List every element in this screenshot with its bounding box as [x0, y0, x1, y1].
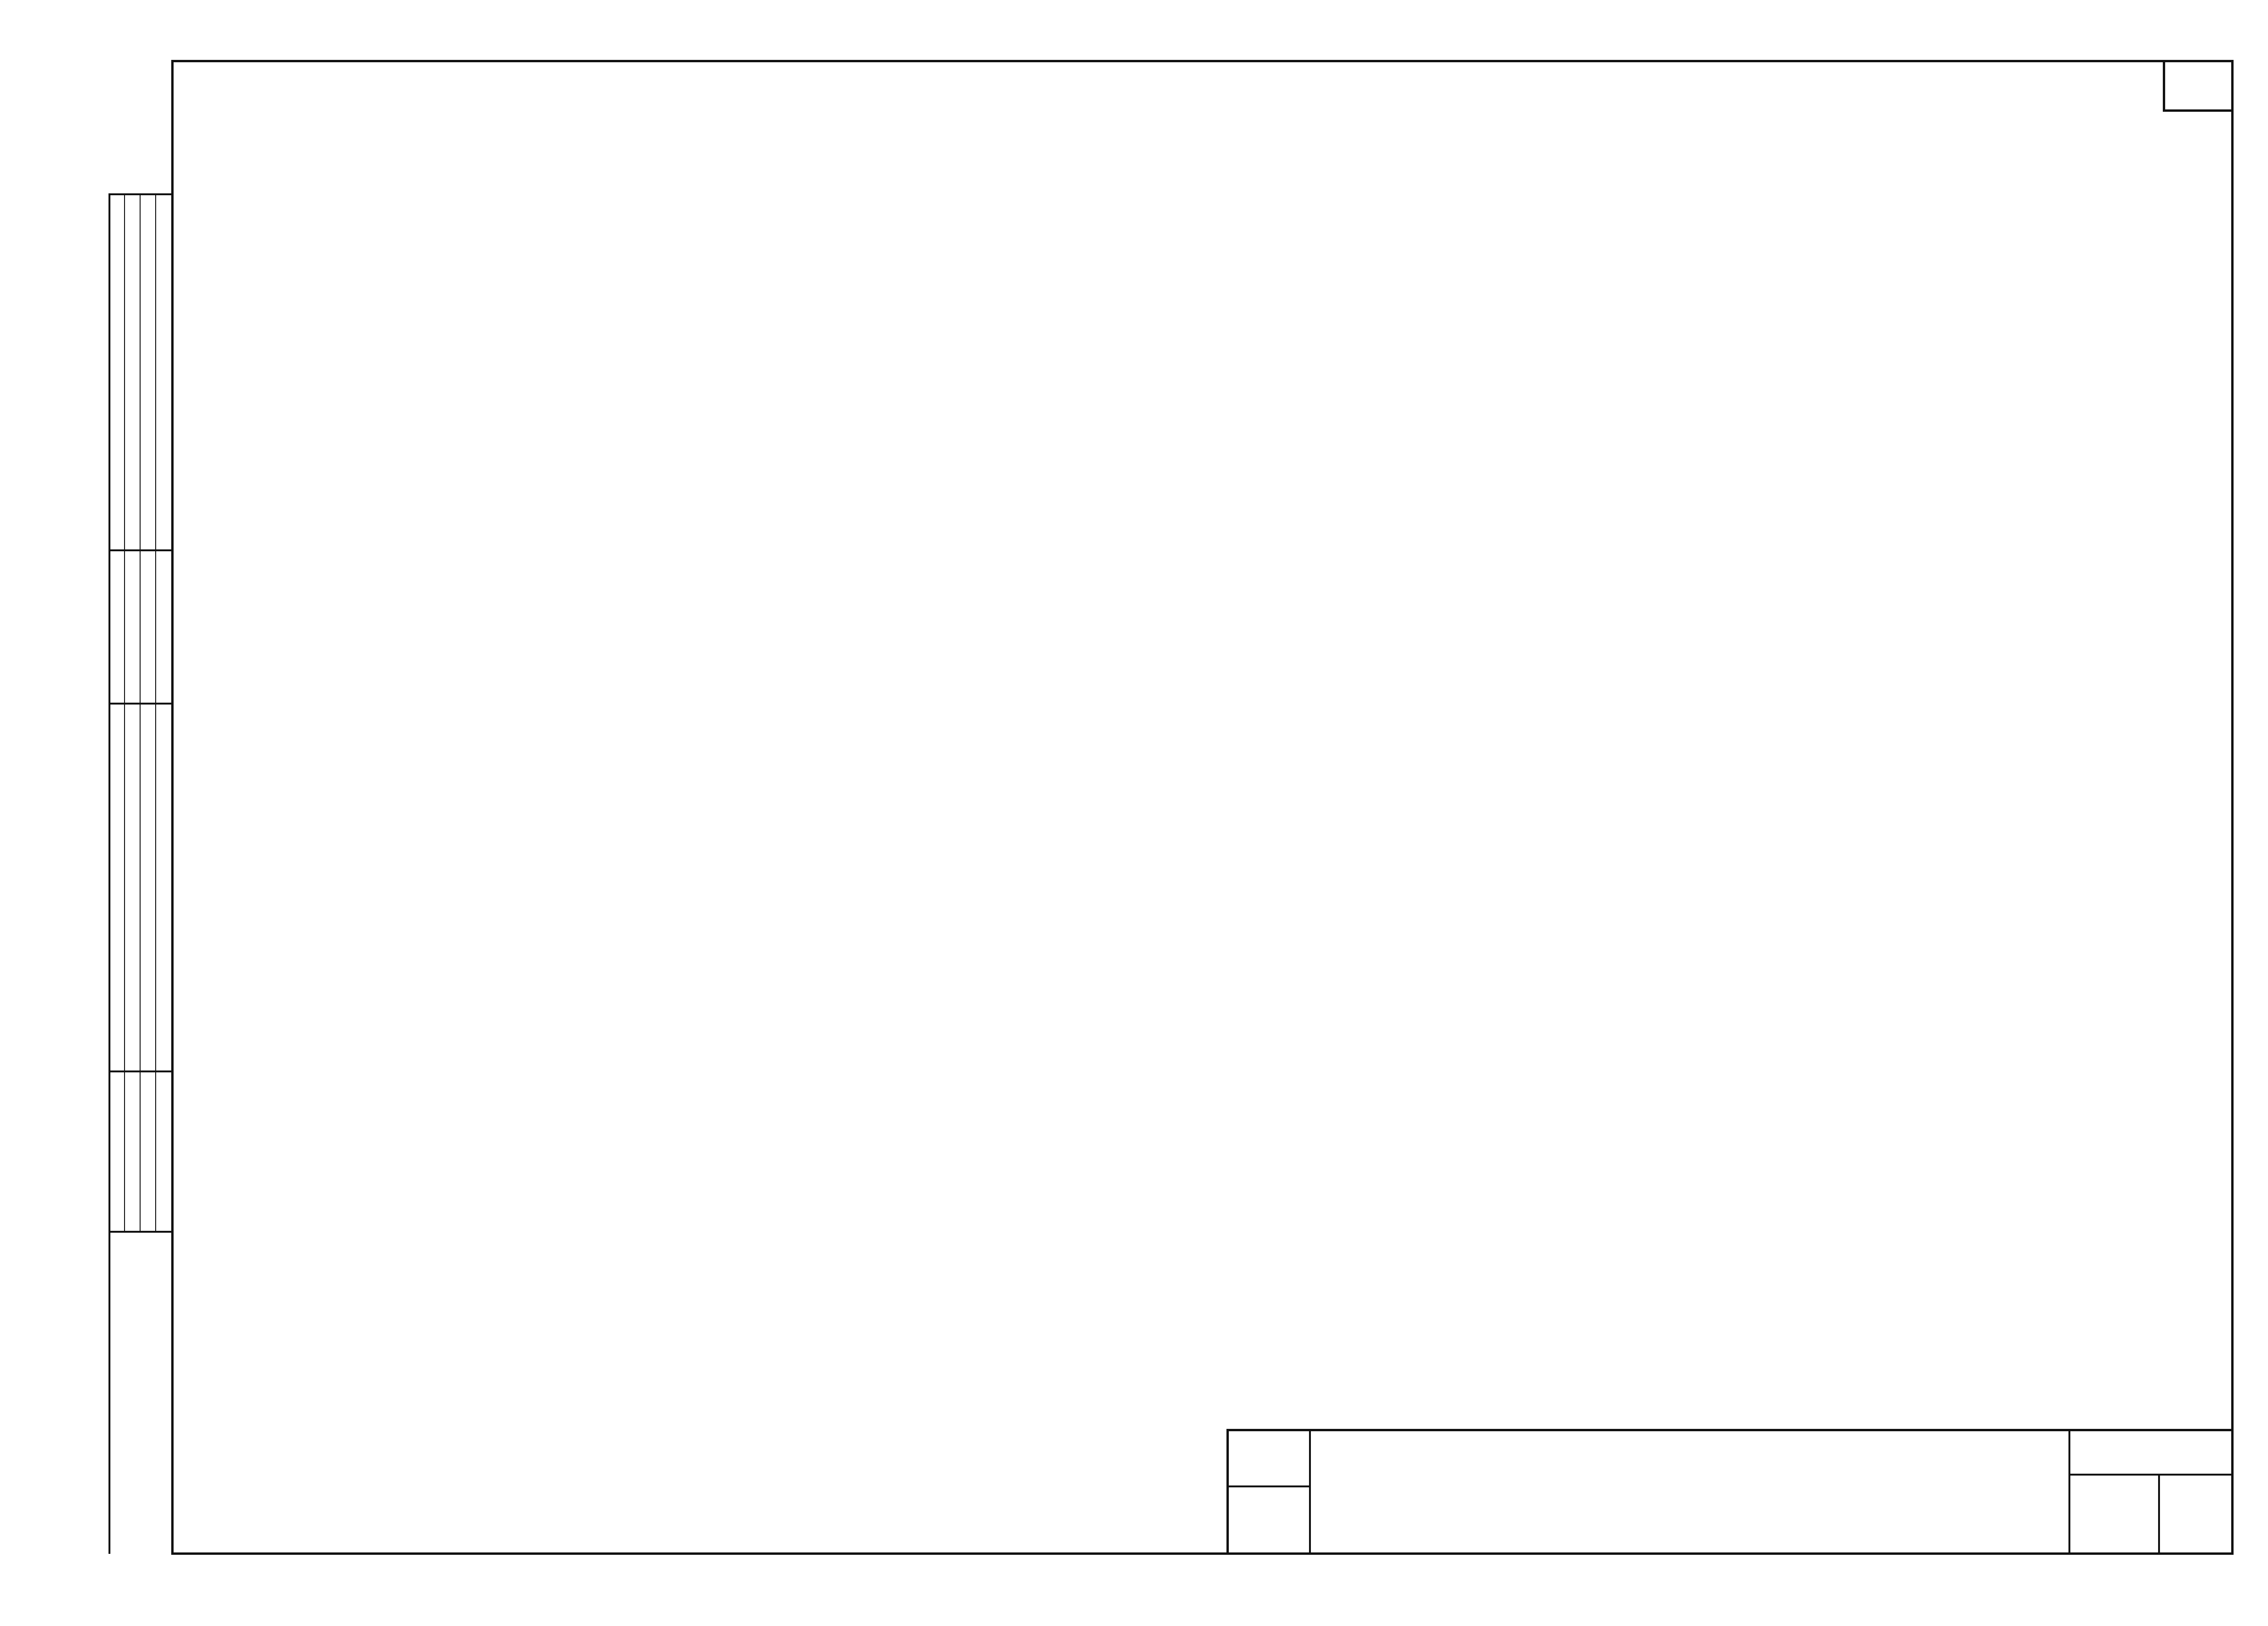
drawing-frame [171, 60, 2234, 1555]
sheet-number-box [2163, 60, 2234, 112]
